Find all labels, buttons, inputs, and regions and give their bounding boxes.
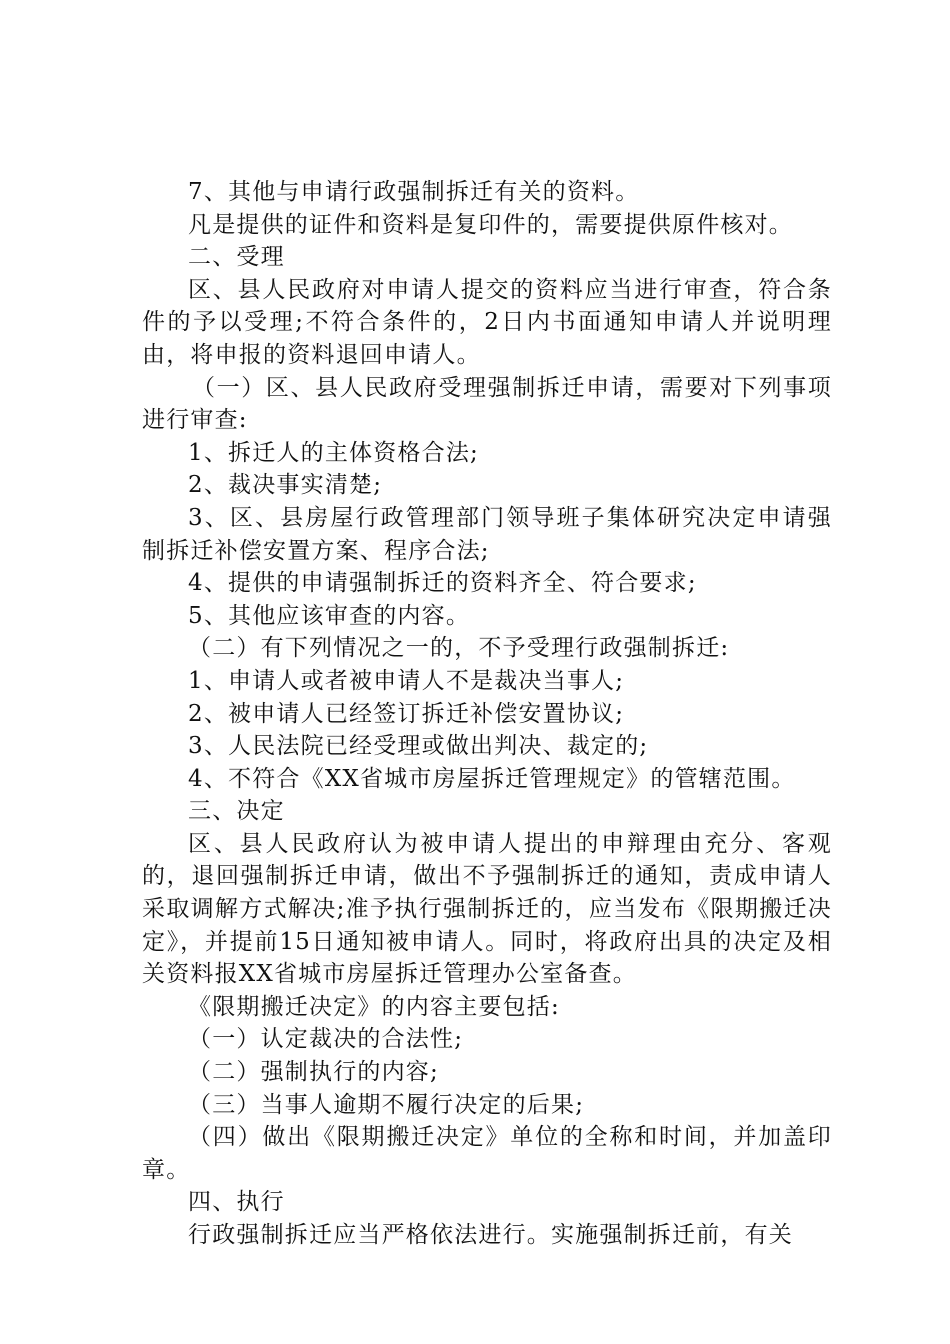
list-item: （二）强制执行的内容; [188,1059,439,1086]
paragraph: 凡是提供的证件和资料是复印件的，需要提供原件核对。 [188,211,793,238]
paragraph: （二）有下列情况之一的，不予受理行政强制拆迁: [188,635,730,662]
paragraph: 区、县人民政府对申请人提交的资料应当进行审查，符合条件的予以受理;不符合条件的，2日内书面通知申请人并说明理由，将申报的资料退回申请人。 [142,276,832,368]
section-heading: 三、决定 [188,798,285,825]
list-item: 2、裁决事实清楚; [188,472,383,499]
list-item: 4、不符合《XX省城市房屋拆迁管理规定》的管辖范围。 [188,765,796,792]
section-heading: 四、执行 [188,1189,285,1216]
paragraph: 行政强制拆迁应当严格依法进行。实施强制拆迁前，有关 [188,1222,793,1248]
list-item: 3、区、县房屋行政管理部门领导班子集体研究决定申请强制拆迁补偿安置方案、程序合法; [142,504,832,564]
section-heading: 二、受理 [188,244,285,271]
list-item: 3、人民法院已经受理或做出判决、裁定的; [188,733,649,760]
list-item: 1、申请人或者被申请人不是裁决当事人; [188,667,625,694]
list-item: 5、其他应该审查的内容。 [188,602,471,629]
list-item: （三）当事人逾期不履行决定的后果; [188,1091,585,1118]
list-item: 1、拆迁人的主体资格合法; [188,439,479,466]
list-item: 2、被申请人已经签订拆迁补偿安置协议; [188,700,625,727]
list-item: 4、提供的申请强制拆迁的资料齐全、符合要求; [188,570,697,597]
paragraph: 区、县人民政府认为被申请人提出的申辩理由充分、客观的，退回强制拆迁申请，做出不予强制拆迁的通知，责成申请人采取调解方式解决;准予执行强制拆迁的，应当发布《限期搬迁决定》，并提前15日通知被申请人。同时，将政府出具的决定及相关资料报XX省城市房屋拆迁管理办公室备查。 [142,830,832,988]
list-item: （四）做出《限期搬迁决定》单位的全称和时间，并加盖印章。 [142,1124,832,1183]
paragraph: 《限期搬迁决定》的内容主要包括: [188,993,560,1020]
list-item: （一）认定裁决的合法性; [188,1026,464,1053]
paragraph: （一）区、县人民政府受理强制拆迁申请，需要对下列事项进行审查: [142,374,832,434]
paragraph: 7、其他与申请行政强制拆迁有关的资料。 [188,179,640,205]
document-body [142,176,832,1252]
